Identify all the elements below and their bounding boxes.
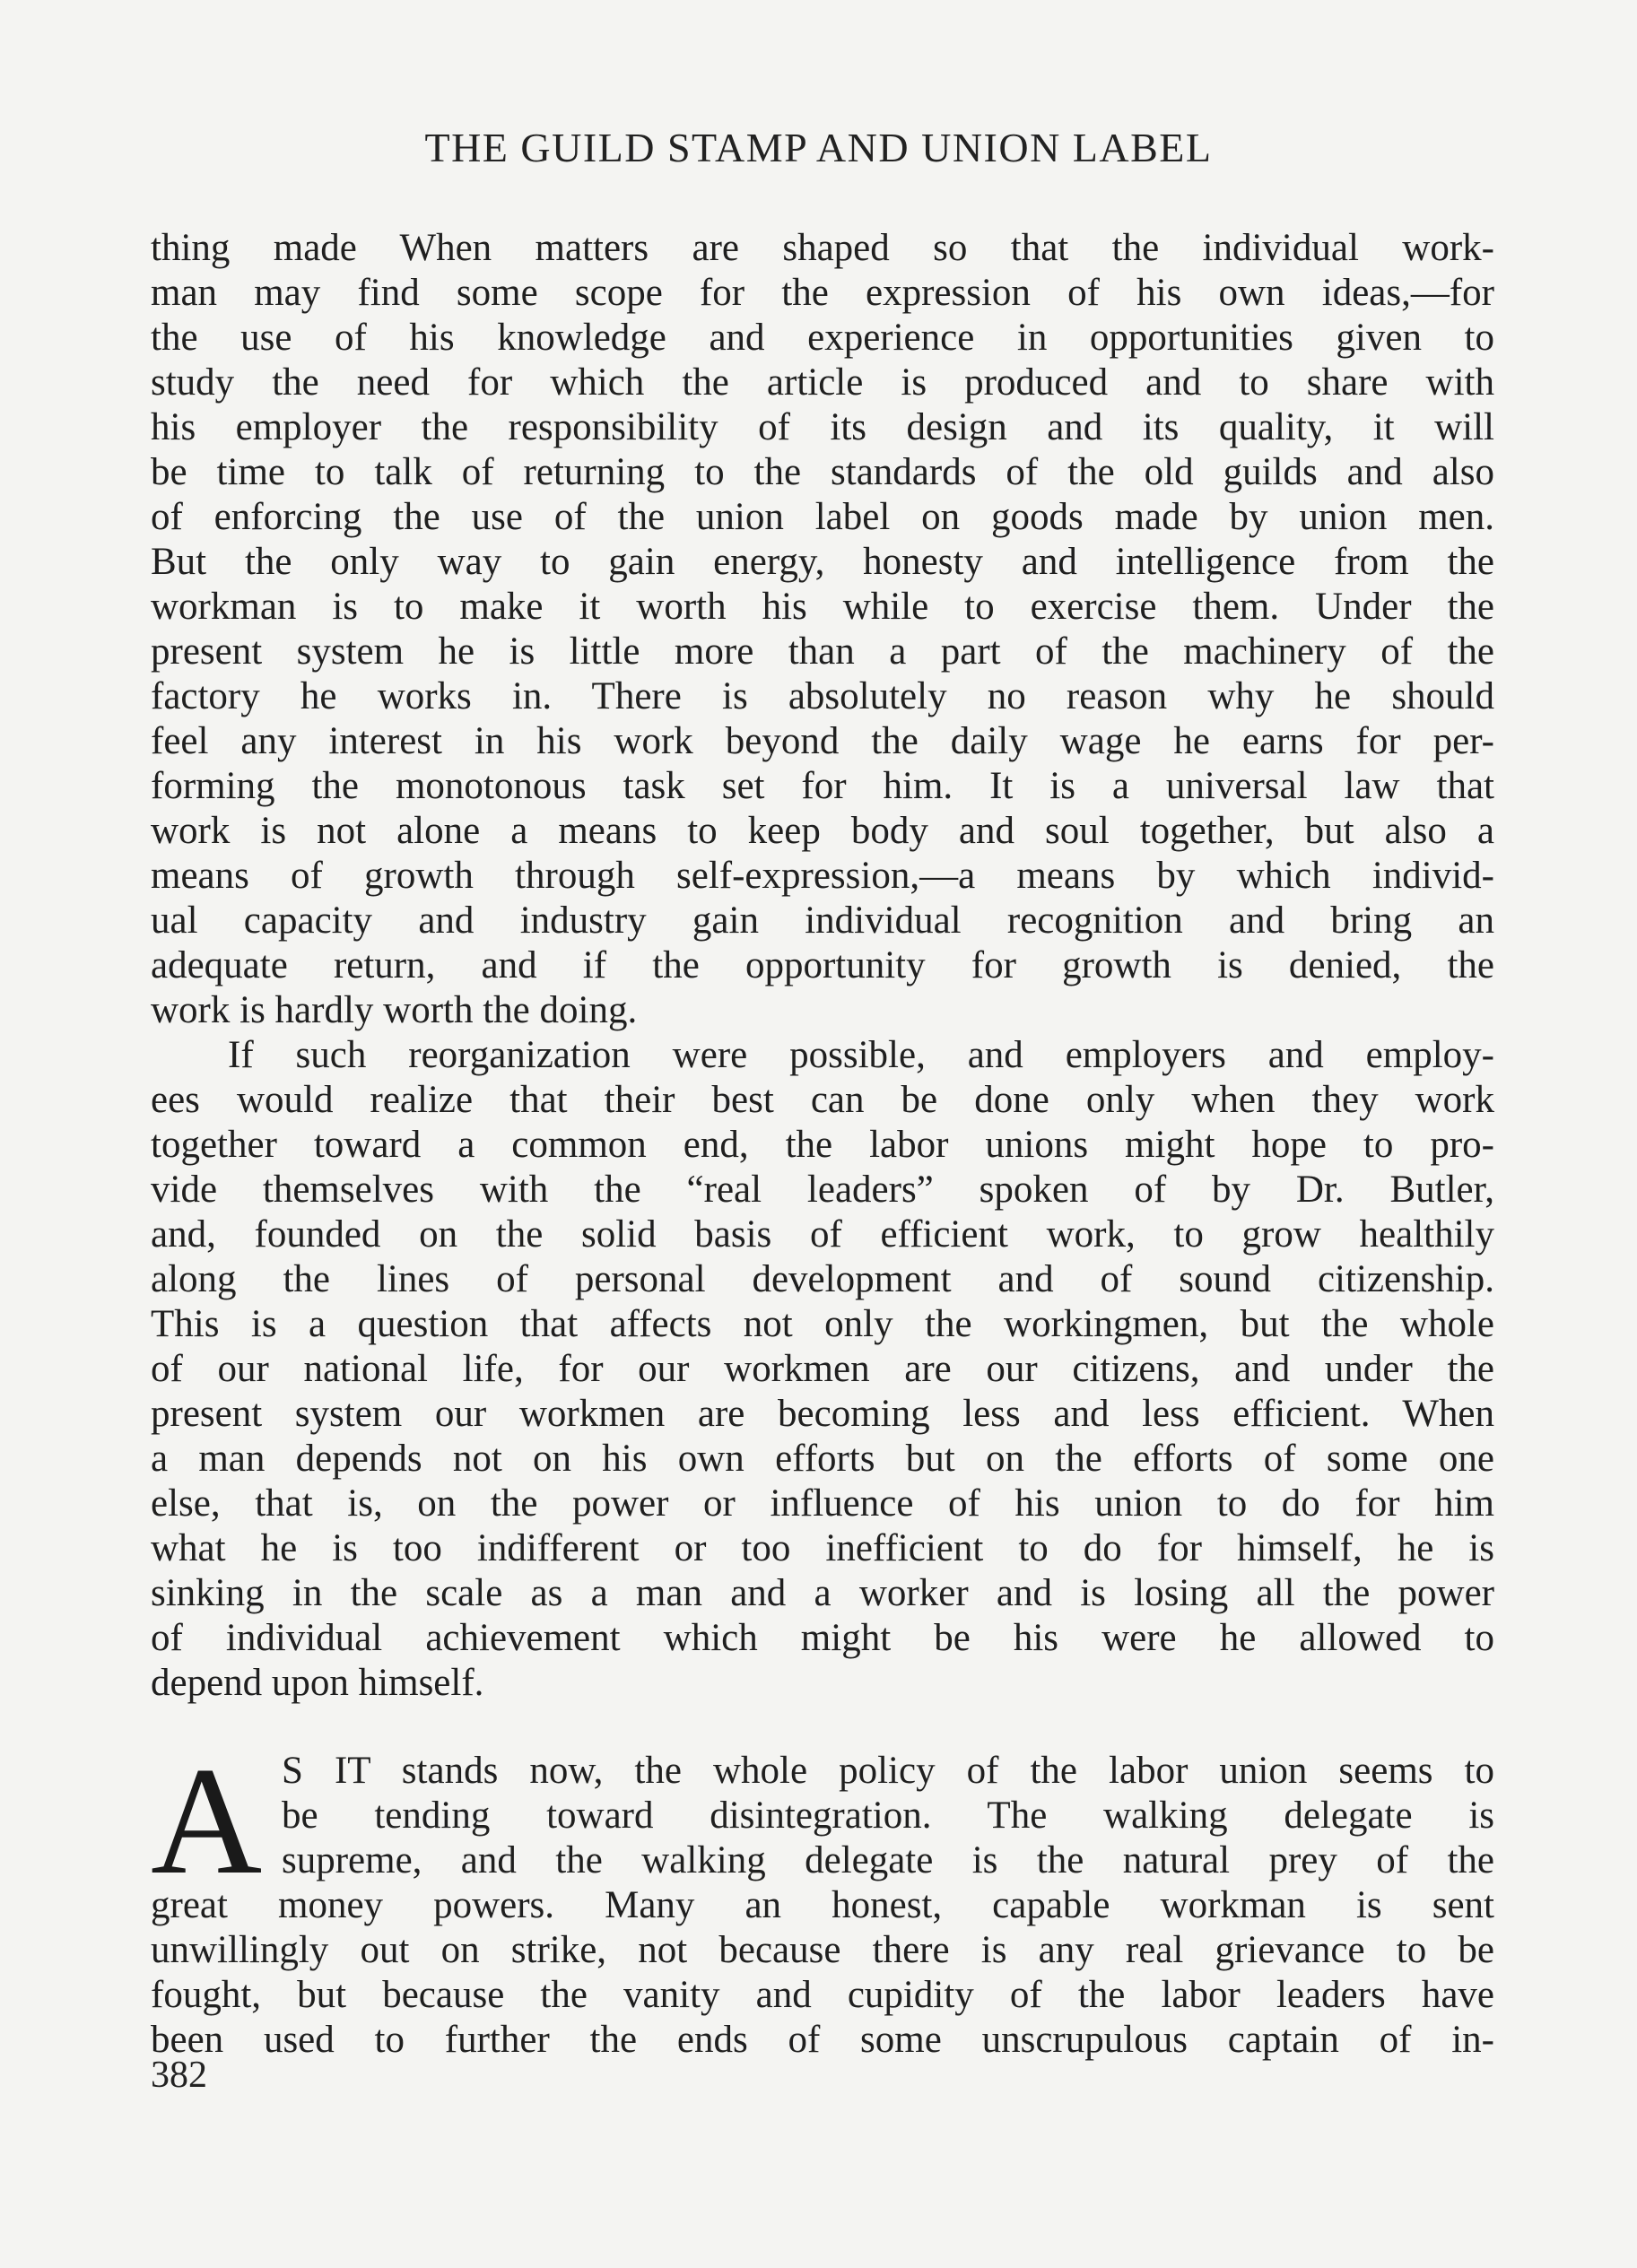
text-line: feel any interest in his work beyond the daily wage he earns for per- — [151, 720, 1494, 762]
text-line: be time to talk of returning to the standards of the old guilds and also — [151, 451, 1494, 493]
text-line: work is hardly worth the doing. — [151, 989, 638, 1031]
paragraph-2 — [151, 1033, 1494, 1706]
text-line: S IT stands now, the whole policy of the labor union seems to — [282, 1750, 1494, 1792]
text-line: factory he works in. There is absolutely no reason why he should — [151, 675, 1494, 717]
paragraph-1 — [151, 226, 1494, 1033]
text-line: the use of his knowledge and experience in opportunities given to — [151, 317, 1494, 359]
text-line: But the only way to gain energy, honesty and intelligence from the — [151, 541, 1494, 583]
text-line: workman is to make it worth his while to exercise them. Under the — [151, 586, 1494, 628]
text-line: ual capacity and industry gain individual recognition and bring an — [151, 899, 1494, 942]
page-number: 382 — [151, 2055, 207, 2096]
text-line: been used to further the ends of some unscrupulous captain of in- — [151, 2019, 1494, 2061]
text-line: great money powers. Many an honest, capable workman is sent — [151, 1884, 1494, 1926]
drop-cap: A — [151, 1736, 263, 1907]
running-head: THE GUILD STAMP AND UNION LABEL — [424, 125, 1213, 170]
text-line: thing made When matters are shaped so that the individual work- — [151, 227, 1494, 269]
text-line: of enforcing the use of the union label on goods made by union men. — [151, 496, 1494, 538]
text-line: supreme, and the walking delegate is the natural prey of the — [282, 1839, 1494, 1881]
text-line: ees would realize that their best can be done only when they work — [151, 1079, 1494, 1121]
text-line: a man depends not on his own efforts but on the efforts of some one — [151, 1438, 1494, 1480]
text-line: present system our workmen are becoming less and less efficient. When — [151, 1393, 1494, 1435]
text-line: depend upon himself. — [151, 1662, 484, 1704]
text-line: unwillingly out on strike, not because there is any real grievance to be — [151, 1929, 1494, 1971]
text-line: forming the monotonous task set for him. It is a universal law that — [151, 765, 1494, 807]
text-line: adequate return, and if the opportunity for growth is denied, the — [151, 944, 1494, 986]
text-line: present system he is little more than a part of the machinery of the — [151, 630, 1494, 673]
text-line: else, that is, on the power or influence of his union to do for him — [151, 1482, 1494, 1525]
text-line: work is not alone a means to keep body and soul together, but also a — [151, 810, 1494, 852]
text-line: man may find some scope for the expression of his own ideas,—for — [151, 272, 1494, 314]
text-line: what he is too indifferent or too inefficient to do for himself, he is — [151, 1527, 1494, 1569]
text-line: If such reorganization were possible, and employers and employ- — [228, 1034, 1494, 1076]
text-line: This is a question that affects not only the workingmen, but the whole — [151, 1303, 1494, 1345]
text-line: of individual achievement which might be his were he allowed to — [151, 1617, 1494, 1659]
text-line: vide themselves with the “real leaders” spoken of by Dr. Butler, — [151, 1169, 1494, 1211]
text-line: his employer the responsibility of its design and its quality, it will — [151, 406, 1494, 448]
text-line: fought, but because the vanity and cupidity of the labor leaders have — [151, 1974, 1494, 2016]
text-line: together toward a common end, the labor unions might hope to pro- — [151, 1124, 1494, 1166]
text-line: of our national life, for our workmen are our citizens, and under the — [151, 1348, 1494, 1390]
text-line: means of growth through self-expression,—a means by which individ- — [151, 855, 1494, 897]
text-line: be tending toward disintegration. The walking delegate is — [282, 1794, 1494, 1837]
paragraph-3 — [151, 1736, 1494, 2063]
text-line: sinking in the scale as a man and a worker and is losing all the power — [151, 1572, 1494, 1614]
text-line: along the lines of personal development and of sound citizenship. — [151, 1258, 1494, 1300]
section-break — [151, 1706, 1494, 1749]
text-line: and, founded on the solid basis of efficient work, to grow healthily — [151, 1213, 1494, 1256]
text-line: study the need for which the article is produced and to share with — [151, 361, 1494, 404]
body-text — [151, 226, 1494, 2063]
